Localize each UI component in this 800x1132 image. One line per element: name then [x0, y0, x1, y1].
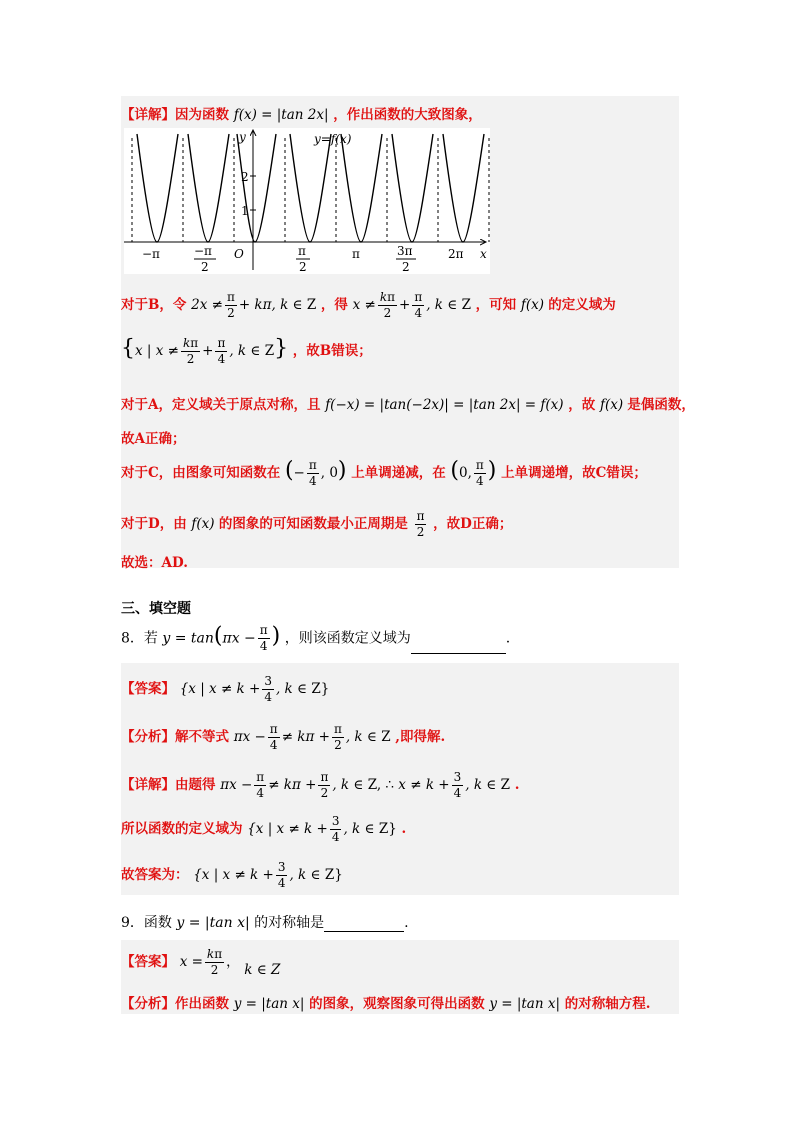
analysis-8: 【分析】解不等式 πx − $\frac{\pi}{4}$ ≠ kπ + $\frac{\pi}{2}$ , k ∈ Z ,即得解.	[121, 722, 446, 752]
x-tick: −π	[142, 247, 160, 261]
answer-9: 【答案】 x = $\frac{k\pi}{2}$ ， k ∈ Z	[121, 947, 281, 978]
option-c-line: 对于C，由图象可知函数在 (− $\frac{\pi}{4}$ , 0) 上单调递减，在 (0, $\frac{\pi}{4}$ ) 上单调递增，故C错误；	[121, 458, 647, 488]
math-fx: f(x) = |tan 2x|	[233, 107, 329, 123]
final-8: 故答案为： {x | x ≠ k + $\frac{3}{4}$ , k ∈ Z}	[121, 860, 343, 890]
y-tick-2: 2	[241, 170, 249, 184]
origin-label: O	[234, 247, 244, 261]
x-tick: π	[352, 247, 360, 261]
question-9: 9．函数 y = |tan x| 的对称轴是 .	[121, 915, 409, 931]
curves	[137, 134, 484, 242]
so-8: 所以函数的定义域为 {x | x ≠ k + $\frac{3}{4}$ , k ∈ Z} .	[121, 814, 407, 844]
graph-svg	[124, 128, 490, 274]
answer-line: 故选：AD.	[121, 555, 188, 571]
y-axis-label: y	[239, 130, 246, 144]
answer-8: 【答案】 {x | x ≠ k + $\frac{3}{4}$ , k ∈ Z}	[121, 674, 330, 704]
x-tick-den: 2	[299, 260, 307, 274]
x-tick: 2π	[448, 247, 464, 261]
y-tick-1: 1	[241, 204, 249, 218]
detail-8: 【详解】由题得 πx − $\frac{\pi}{4}$ ≠ kπ + $\frac{\pi}{2}$ , k ∈ Z, ∴ x ≠ k + $\frac{3}{4}$ , k ∈ Z .	[121, 770, 520, 800]
answer-blank	[324, 917, 404, 932]
curve-label: y=f(x)	[314, 132, 352, 146]
x-tick: −π	[194, 244, 212, 258]
analysis-9: 【分析】作出函数 y = |tan x| 的图象，观察图象可得出函数 y = |tan x| 的对称轴方程.	[121, 996, 651, 1012]
x-tick: 3π	[397, 244, 413, 258]
answer-blank	[411, 639, 506, 654]
option-a-line-2: 故A正确；	[121, 431, 186, 447]
option-d-line: 对于D，由 f(x) 的图象的可知函数最小正周期是 $\frac{\pi}{2}$ ，故D正确；	[121, 509, 513, 539]
option-b-line-2: {x | x ≠ $\frac{k\pi}{2}$ + $\frac{\pi}{4}$ , k ∈ Z} ，故B错误；	[121, 336, 372, 366]
function-graph	[124, 128, 490, 274]
option-b-line-1: 对于B，令 2x ≠ $\frac{\pi}{2}$ + kπ, k ∈ Z ，得 x ≠ $\frac{k\pi}{2}$ + $\frac{\pi}{4}$ , k ∈ Z ，可知 f(x) 的定义域为	[121, 290, 616, 320]
section-title: 三、填空题	[121, 601, 191, 617]
x-tick-den: 2	[402, 260, 410, 274]
x-tick: π	[298, 244, 306, 258]
detail-line-1: 【详解】因为函数 f(x) = |tan 2x| ，作出函数的大致图象，	[121, 107, 482, 123]
question-8: 8．若 y = tan(πx − $\frac{\pi}{4}$ ) ，则该函数定义域为 .	[121, 623, 511, 653]
asymptotes	[132, 138, 489, 242]
option-a-line-1: 对于A，定义域关于原点对称，且 f(−x) = |tan(−2x)| = |tan 2x| = f(x) ，故 f(x) 是偶函数，	[121, 397, 695, 413]
x-axis-label: x	[480, 247, 487, 261]
x-tick-den: 2	[201, 260, 209, 274]
